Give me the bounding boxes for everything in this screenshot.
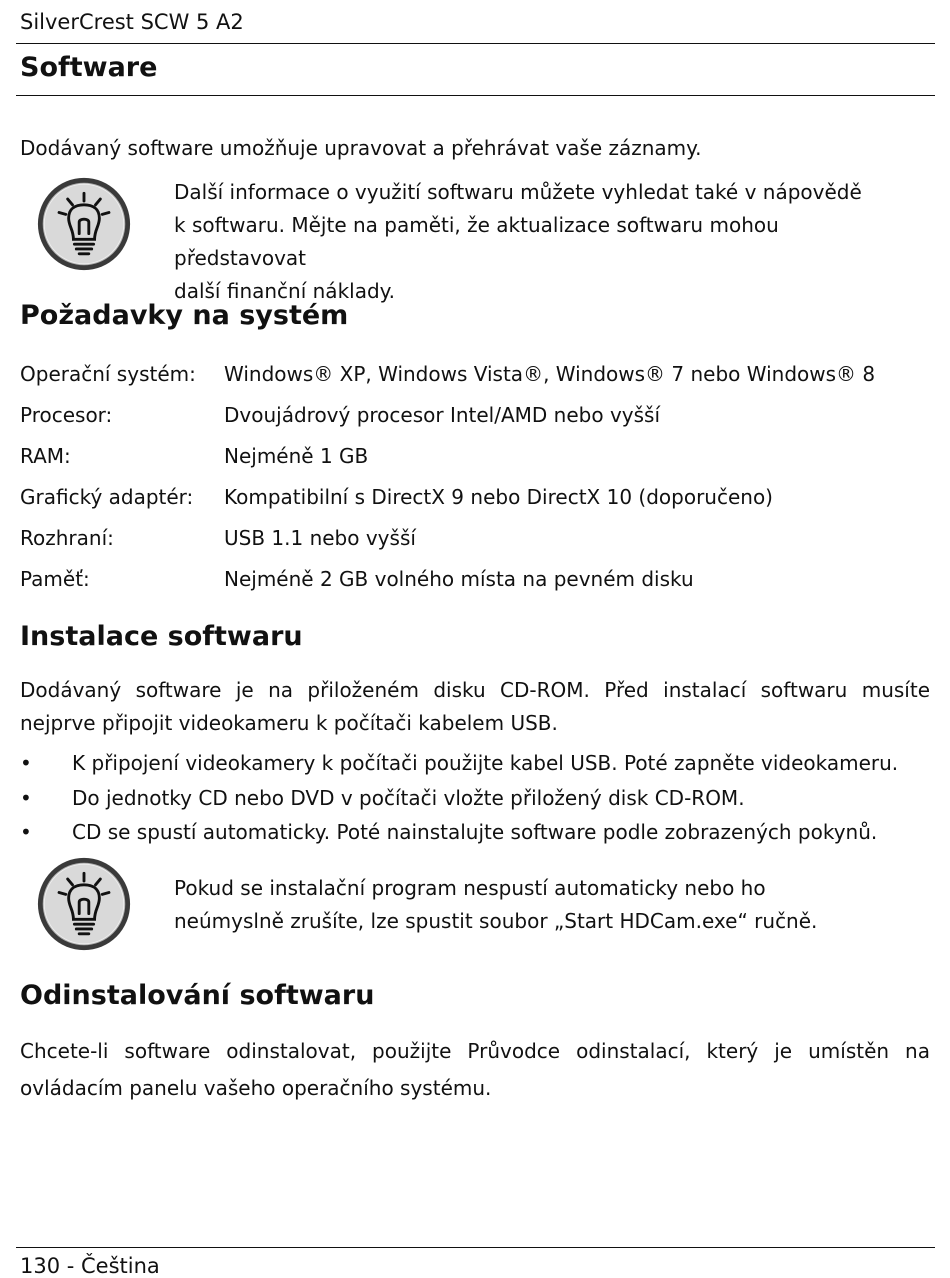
footer-rule [16,1247,935,1248]
requirement-label: RAM: [20,444,71,468]
software-intro: Dodávaný software umožňuje upravovat a přehrávat vaše záznamy. [20,136,702,160]
list-item-text: Do jednotky CD nebo DVD v počítači vložte přiložený disk CD-ROM. [72,786,745,810]
list-item-text: CD se spustí automaticky. Poté nainstalujte software podle zobrazených pokynů. [72,820,878,844]
install-intro: Dodávaný software je na přiloženém disku CD-ROM. Před instalací softwaru musíte nejprve připojit videokameru k počítači kabelem USB. [20,678,930,735]
uninstall-text: Chcete-li software odinstalovat, použijte Průvodce odinstalací, který je umístěn na ovládacím panelu vašeho operačního systému. [20,1039,930,1100]
requirement-label: Grafický adaptér: [20,485,194,509]
tip-line: další finanční náklady. [174,279,395,303]
requirement-value: Dvoujádrový procesor Intel/AMD nebo vyšší [224,403,661,427]
requirement-label: Procesor: [20,403,113,427]
header-rule [16,43,935,44]
requirement-value: USB 1.1 nebo vyšší [224,526,416,550]
requirement-value: Windows® XP, Windows Vista®, Windows® 7 nebo Windows® 8 [224,362,876,386]
bullet-marker: • [20,786,32,810]
requirement-label: Rozhraní: [20,526,114,550]
requirement-label: Paměť: [20,567,90,591]
section-heading-software: Software [20,52,158,83]
bullet-marker: • [20,751,32,775]
list-item [20,820,930,850]
requirement-value: Nejméně 1 GB [224,444,369,468]
bullet-marker: • [20,820,32,844]
requirement-row [20,567,930,597]
requirement-row [20,444,930,474]
list-item-text: K připojení videokamery k počítači použijte kabel USB. Poté zapněte videokameru. [72,751,899,775]
requirement-row [20,485,930,515]
requirement-label: Operační systém: [20,362,196,386]
section-heading-install: Instalace softwaru [20,621,303,652]
requirement-row [20,526,930,556]
requirement-row [20,403,930,433]
lightbulb-icon [36,176,132,272]
section-rule [16,95,935,96]
tip-line: neúmyslně zrušíte, lze spustit soubor „Start HDCam.exe“ ručně. [174,909,818,933]
document-header: SilverCrest SCW 5 A2 [20,10,244,34]
list-item [20,751,930,781]
software-tip-text [174,176,914,308]
section-heading-requirements: Požadavky na systém [20,300,349,331]
requirement-value: Kompatibilní s DirectX 9 nebo DirectX 10 (doporučeno) [224,485,773,509]
section-heading-uninstall: Odinstalování softwaru [20,980,375,1011]
tip-line: k softwaru. Mějte na paměti, že aktualizace softwaru mohou představovat [174,213,779,270]
lightbulb-icon [36,856,132,952]
list-item [20,786,930,816]
page-footer: 130 - Čeština [20,1254,160,1278]
tip-line: Pokud se instalační program nespustí automaticky nebo ho [174,876,766,900]
requirement-value: Nejméně 2 GB volného místa na pevném disku [224,567,694,591]
tip-line: Další informace o využití softwaru můžete vyhledat také v nápovědě [174,180,862,204]
requirement-row [20,362,930,392]
install-tip-text [174,872,914,938]
